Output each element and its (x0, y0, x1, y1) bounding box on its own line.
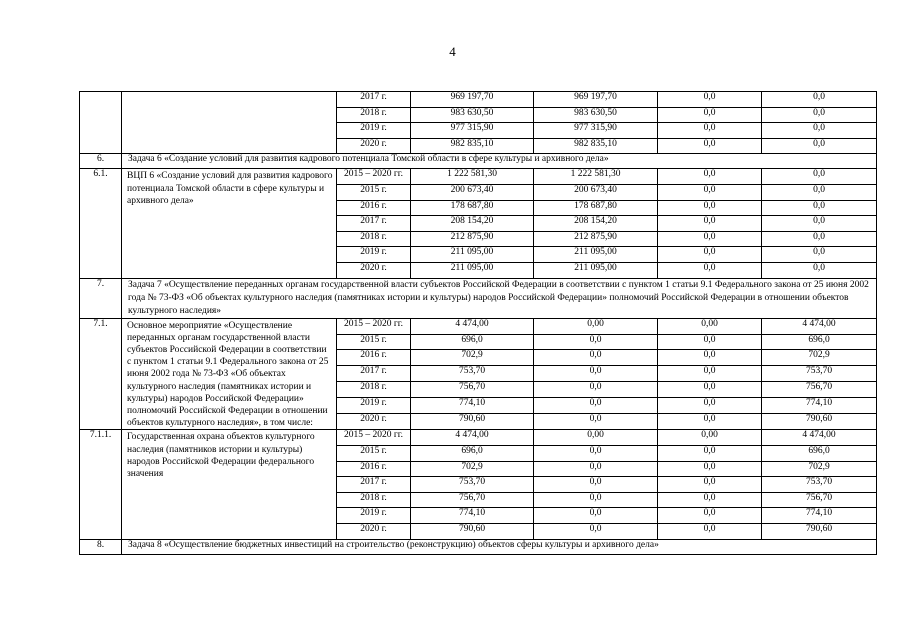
other-sources-cell: 696,0 (762, 334, 877, 350)
federal-budget-cell: 0,0 (658, 523, 762, 539)
year-cell: 2016 г. (337, 200, 411, 216)
federal-budget-cell: 0,0 (658, 508, 762, 524)
other-sources-cell: 702,9 (762, 461, 877, 477)
total-amount-cell: 4 474,00 (411, 430, 534, 446)
year-cell: 2019 г. (337, 508, 411, 524)
federal-budget-cell: 0,0 (658, 107, 762, 123)
year-cell: 2015 г. (337, 334, 411, 350)
regional-budget-cell: 0,0 (534, 350, 658, 366)
federal-budget-cell: 0,0 (658, 200, 762, 216)
year-cell: 2018 г. (337, 492, 411, 508)
regional-budget-cell: 983 630,50 (534, 107, 658, 123)
other-sources-cell: 756,70 (762, 382, 877, 398)
task-number-cell: 6. (80, 154, 122, 169)
federal-budget-cell: 0,0 (658, 184, 762, 200)
other-sources-cell: 0,0 (762, 231, 877, 247)
item-name-cell: ВЦП 6 «Создание условий для развития кадрового потенциала Томской области в сфере культуры и архивного дела» (122, 169, 337, 278)
regional-budget-cell: 0,0 (534, 445, 658, 461)
total-amount-cell: 4 474,00 (411, 318, 534, 334)
regional-budget-cell: 969 197,70 (534, 92, 658, 108)
regional-budget-cell: 0,0 (534, 508, 658, 524)
regional-budget-cell: 211 095,00 (534, 247, 658, 263)
year-cell: 2017 г. (337, 366, 411, 382)
total-amount-cell: 211 095,00 (411, 247, 534, 263)
item-number-cell: 7.1. (80, 318, 122, 430)
other-sources-cell: 0,0 (762, 262, 877, 278)
task-row (80, 278, 877, 318)
regional-budget-cell: 0,0 (534, 334, 658, 350)
year-cell: 2017 г. (337, 92, 411, 108)
total-amount-cell: 790,60 (411, 523, 534, 539)
other-sources-cell: 774,10 (762, 398, 877, 414)
total-amount-cell: 969 197,70 (411, 92, 534, 108)
task-row (80, 539, 877, 554)
year-cell: 2019 г. (337, 398, 411, 414)
federal-budget-cell: 0,0 (658, 138, 762, 154)
item-name-cell (122, 92, 337, 154)
total-amount-cell: 982 835,10 (411, 138, 534, 154)
other-sources-cell: 0,0 (762, 200, 877, 216)
regional-budget-cell: 0,0 (534, 492, 658, 508)
task-row (80, 154, 877, 169)
federal-budget-cell: 0,0 (658, 414, 762, 430)
federal-budget-cell: 0,0 (658, 247, 762, 263)
year-cell: 2020 г. (337, 138, 411, 154)
year-cell: 2015 г. (337, 445, 411, 461)
item-name-cell: Основное мероприятие «Осуществление переданных органам государственной власти субъектов Российской Федерации в соответствии с пунктом 1 статьи 9.1 Федерального закона от 25 июня 2002 года № 73-ФЗ «Об объектах культурного наследия (памятниках истории и культуры) народов Российской Федерации» полномочий Российской Федерации в отношении объектов культурного наследия», в том числе: (122, 318, 337, 430)
other-sources-cell: 0,0 (762, 92, 877, 108)
total-amount-cell: 790,60 (411, 414, 534, 430)
page-number: 4 (449, 44, 456, 59)
regional-budget-cell: 982 835,10 (534, 138, 658, 154)
total-amount-cell: 696,0 (411, 334, 534, 350)
task-title-cell: Задача 7 «Осуществление переданных органам государственной власти субъектов Российской Федерации в соответствии с пунктом 1 статьи 9.1 Федерального закона от 25 июня 2002 года № 73-ФЗ «Об объектах культурного наследия (памятниках истории и культуры) народов Российской Федерации» полномочий Российской Федерации в отношении объектов культурного наследия» (122, 278, 877, 318)
total-amount-cell: 756,70 (411, 492, 534, 508)
total-amount-cell: 178 687,80 (411, 200, 534, 216)
regional-budget-cell: 977 315,90 (534, 123, 658, 139)
year-cell: 2017 г. (337, 216, 411, 232)
total-amount-cell: 753,70 (411, 366, 534, 382)
other-sources-cell: 696,0 (762, 445, 877, 461)
federal-budget-cell: 0,00 (658, 318, 762, 334)
federal-budget-cell: 0,0 (658, 231, 762, 247)
regional-budget-cell: 0,0 (534, 523, 658, 539)
federal-budget-cell: 0,0 (658, 334, 762, 350)
federal-budget-cell: 0,00 (658, 430, 762, 446)
year-cell: 2015 – 2020 гг. (337, 318, 411, 334)
year-cell: 2015 – 2020 гг. (337, 430, 411, 446)
other-sources-cell: 790,60 (762, 414, 877, 430)
total-amount-cell: 208 154,20 (411, 216, 534, 232)
total-amount-cell: 696,0 (411, 445, 534, 461)
regional-budget-cell: 200 673,40 (534, 184, 658, 200)
year-cell: 2019 г. (337, 123, 411, 139)
year-cell: 2015 – 2020 гг. (337, 169, 411, 185)
year-cell: 2018 г. (337, 382, 411, 398)
item-number-cell: 6.1. (80, 169, 122, 278)
other-sources-cell: 0,0 (762, 169, 877, 185)
total-amount-cell: 983 630,50 (411, 107, 534, 123)
total-amount-cell: 774,10 (411, 398, 534, 414)
regional-budget-cell: 0,0 (534, 461, 658, 477)
regional-budget-cell: 208 154,20 (534, 216, 658, 232)
task-title-cell: Задача 8 «Осуществление бюджетных инвестиций на строительство (реконструкцию) объектов сферы культуры и архивного дела» (122, 539, 877, 554)
other-sources-cell: 0,0 (762, 123, 877, 139)
total-amount-cell: 702,9 (411, 350, 534, 366)
total-amount-cell: 211 095,00 (411, 262, 534, 278)
task-number-cell: 8. (80, 539, 122, 554)
total-amount-cell: 212 875,90 (411, 231, 534, 247)
other-sources-cell: 0,0 (762, 107, 877, 123)
table-row (80, 318, 877, 334)
federal-budget-cell: 0,0 (658, 169, 762, 185)
task-number-cell: 7. (80, 278, 122, 318)
regional-budget-cell: 0,0 (534, 414, 658, 430)
federal-budget-cell: 0,0 (658, 398, 762, 414)
year-cell: 2020 г. (337, 414, 411, 430)
year-cell: 2015 г. (337, 184, 411, 200)
year-cell: 2019 г. (337, 247, 411, 263)
total-amount-cell: 1 222 581,30 (411, 169, 534, 185)
federal-budget-cell: 0,0 (658, 477, 762, 493)
regional-budget-cell: 212 875,90 (534, 231, 658, 247)
other-sources-cell: 4 474,00 (762, 430, 877, 446)
federal-budget-cell: 0,0 (658, 123, 762, 139)
year-cell: 2016 г. (337, 461, 411, 477)
other-sources-cell: 0,0 (762, 247, 877, 263)
total-amount-cell: 702,9 (411, 461, 534, 477)
table-row (80, 169, 877, 185)
federal-budget-cell: 0,0 (658, 382, 762, 398)
regional-budget-cell: 0,0 (534, 366, 658, 382)
other-sources-cell: 790,60 (762, 523, 877, 539)
year-cell: 2018 г. (337, 107, 411, 123)
total-amount-cell: 200 673,40 (411, 184, 534, 200)
total-amount-cell: 753,70 (411, 477, 534, 493)
table-row (80, 430, 877, 446)
federal-budget-cell: 0,0 (658, 92, 762, 108)
other-sources-cell: 702,9 (762, 350, 877, 366)
total-amount-cell: 977 315,90 (411, 123, 534, 139)
federal-budget-cell: 0,0 (658, 461, 762, 477)
regional-budget-cell: 0,00 (534, 430, 658, 446)
task-title-cell: Задача 6 «Создание условий для развития кадрового потенциала Томской области в сфере культуры и архивного дела» (122, 154, 877, 169)
regional-budget-cell: 0,0 (534, 382, 658, 398)
federal-budget-cell: 0,0 (658, 216, 762, 232)
regional-budget-cell: 0,0 (534, 477, 658, 493)
other-sources-cell: 753,70 (762, 477, 877, 493)
year-cell: 2018 г. (337, 231, 411, 247)
federal-budget-cell: 0,0 (658, 366, 762, 382)
item-number-cell (80, 92, 122, 154)
other-sources-cell: 756,70 (762, 492, 877, 508)
total-amount-cell: 756,70 (411, 382, 534, 398)
regional-budget-cell: 1 222 581,30 (534, 169, 658, 185)
other-sources-cell: 0,0 (762, 138, 877, 154)
year-cell: 2020 г. (337, 523, 411, 539)
year-cell: 2020 г. (337, 262, 411, 278)
other-sources-cell: 0,0 (762, 184, 877, 200)
federal-budget-cell: 0,0 (658, 445, 762, 461)
other-sources-cell: 0,0 (762, 216, 877, 232)
item-number-cell: 7.1.1. (80, 430, 122, 539)
year-cell: 2016 г. (337, 350, 411, 366)
federal-budget-cell: 0,0 (658, 262, 762, 278)
federal-budget-cell: 0,0 (658, 350, 762, 366)
regional-budget-cell: 178 687,80 (534, 200, 658, 216)
budget-table (79, 91, 877, 555)
other-sources-cell: 774,10 (762, 508, 877, 524)
other-sources-cell: 4 474,00 (762, 318, 877, 334)
regional-budget-cell: 0,00 (534, 318, 658, 334)
regional-budget-cell: 211 095,00 (534, 262, 658, 278)
year-cell: 2017 г. (337, 477, 411, 493)
other-sources-cell: 753,70 (762, 366, 877, 382)
regional-budget-cell: 0,0 (534, 398, 658, 414)
total-amount-cell: 774,10 (411, 508, 534, 524)
table-row (80, 92, 877, 108)
federal-budget-cell: 0,0 (658, 492, 762, 508)
item-name-cell: Государственная охрана объектов культурного наследия (памятников истории и культуры) народов Российской Федерации федерального значения (122, 430, 337, 539)
